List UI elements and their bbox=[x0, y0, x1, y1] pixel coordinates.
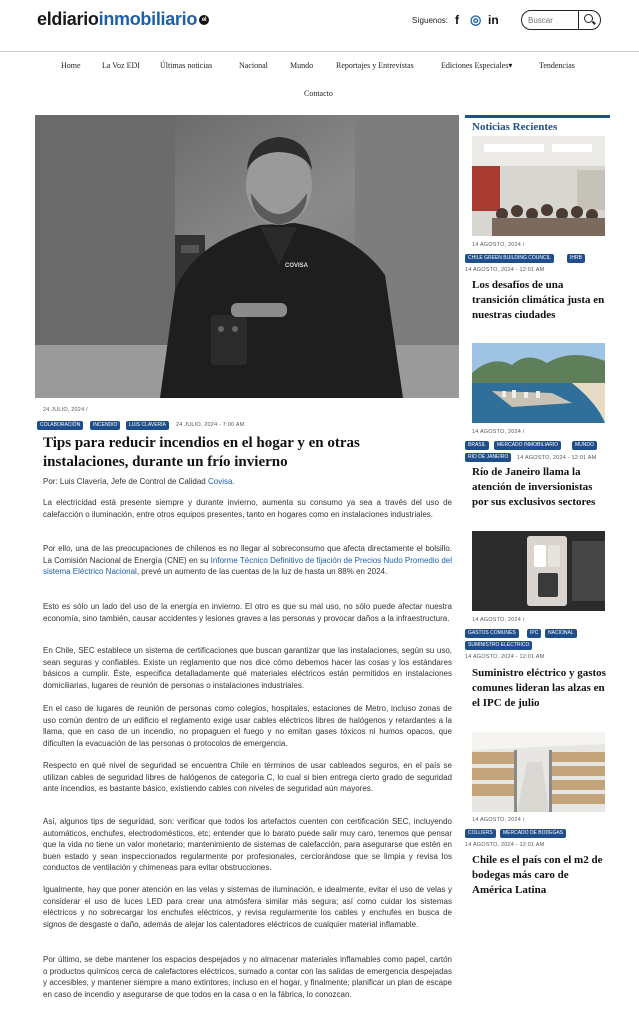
sidebar-item-2-tag-3[interactable]: MUNDO bbox=[572, 441, 597, 450]
sidebar-item-1-date: 14 AGOSTO, 2024 / bbox=[472, 242, 525, 248]
instagram-icon[interactable]: ◎ bbox=[470, 12, 482, 27]
article-paragraph-1: La electricidad está presente siempre y durante invierno, aumenta su consumo ya sea a través del uso de calefacción o iluminación, entre otros equipos presentes, tanto en hogares como en instalaciones industriales. bbox=[43, 498, 452, 519]
nav-nacional[interactable]: Nacional bbox=[239, 61, 268, 70]
cne-report-link[interactable]: Informe Técnico Definitivo de fijación de Precios Nudo Promedio del sistema Eléctrico Nacional bbox=[43, 555, 453, 577]
sidebar-item-3-tag-4[interactable]: SUMINISTRO ELÉCTRICO bbox=[465, 641, 532, 650]
sidebar-item-2-datetime: 14 AGOSTO, 2024 - 12:01 AM bbox=[517, 455, 597, 461]
nav-home[interactable]: Home bbox=[61, 61, 81, 70]
sidebar-item-3-title[interactable]: Suministro eléctrico y gastos comunes lideran las alzas en el IPC de julio bbox=[472, 667, 606, 709]
byline-company-link[interactable]: Covisa. bbox=[207, 477, 235, 486]
sidebar-item-3-datetime: 14 AGOSTO, 2024 - 12:01 AM bbox=[465, 654, 545, 660]
article-paragraph-8: Igualmente, hay que poner atención en las velas y sistemas de iluminación, e idealmente, evitar el uso de velas y considerar el uso de luces LED para crear una atmósfera similar más segura; así como cuidar los sistemas eléctricos y no sobrecargar los enchufes eléctricos, y revisa regularmente los cables y enchufes en busca de signos de desgaste o daño, además de alejar los calentadores eléctricos de cualquier material inflamable. bbox=[43, 885, 452, 929]
sidebar-item-3-tag-3[interactable]: NACIONAL bbox=[545, 629, 577, 638]
article-date: 24 JULIO, 2024 / bbox=[43, 407, 88, 413]
sidebar-heading-text: Noticias Recientes bbox=[472, 121, 558, 133]
nav-contacto[interactable]: Contacto bbox=[304, 89, 333, 98]
article-paragraph-6: Respecto en qué nivel de seguridad se encuentra Chile en términos de usar cableados seguros, en el país se utilizan cables de seguridad libres de halógenos de categoría C, lo cual si bien entrega cierto grado de seguridad ante incendios, es bastante básico, existiendo cables con niveles de seguridad aún mayores. bbox=[43, 761, 452, 794]
sidebar-item-2-date: 14 AGOSTO, 2024 / bbox=[472, 429, 525, 435]
paragraph-2-text-b: , prevé un aumento de las cuentas de la luz de hasta un 88% en 2024. bbox=[136, 567, 388, 577]
sidebar-item-3-tag-2[interactable]: IPC bbox=[527, 629, 541, 638]
sidebar-item-1-tag-1[interactable]: CHILE GREEN BUILDING COUNCIL bbox=[465, 254, 554, 263]
article-title: Tips para reducir incendios en el hogar y en otras instalaciones, durante un frío invierno bbox=[43, 435, 360, 470]
sidebar-item-2-tag-2[interactable]: MERCADO INMOBILIARIO bbox=[494, 441, 561, 450]
sidebar-item-4-photo bbox=[472, 732, 605, 812]
nav-tendencias[interactable]: Tendencias bbox=[539, 61, 575, 70]
sidebar-item-2-title[interactable]: Río de Janeiro llama la atención de inversionistas por sus exclusivos sectores bbox=[472, 466, 596, 508]
sidebar-item-3-thumbnail[interactable] bbox=[472, 531, 605, 611]
sidebar-item-2-photo bbox=[472, 343, 605, 423]
nav-ediciones-label: Ediciones Especiales bbox=[441, 61, 509, 70]
nav-la-voz-edi[interactable]: La Voz EDI bbox=[102, 61, 140, 70]
nav-ediciones-especiales[interactable] bbox=[441, 61, 512, 70]
sidebar-item-4-date: 14 AGOSTO, 2024 / bbox=[472, 817, 525, 823]
hero-photo-illustration bbox=[35, 115, 459, 398]
sidebar-item-3-photo bbox=[472, 531, 605, 611]
sidebar-heading bbox=[465, 115, 610, 133]
nav-reportajes[interactable]: Reportajes y Entrevistas bbox=[336, 61, 414, 70]
sidebar-item-1-thumbnail[interactable] bbox=[472, 136, 605, 236]
article-paragraph-2 bbox=[43, 543, 452, 578]
tag-colaboracion[interactable]: COLABORACIÓN bbox=[37, 421, 83, 430]
follow-label: Síguenos: bbox=[412, 16, 449, 25]
sidebar-item-4-datetime: 14 AGOSTO, 2024 - 12:01 AM bbox=[465, 842, 545, 848]
search-box bbox=[521, 10, 601, 30]
paragraph-2-text-a: Por ello, una de las preocupaciones de chilenos es no llegar al sobreconsumo que afecta directamente el bolsillo. La Comisión Nacional de Energía (CNE) en su bbox=[43, 544, 452, 565]
sidebar-item-4-tag-1[interactable]: COLLIERS bbox=[465, 829, 496, 838]
article-paragraph-4: En Chile, SEC establece un sistema de certificaciones que buscan garantizar que las instalaciones, según su uso, sean seguras y confiables. Existe un reglamento que nos dice cómo debemos hacer las cosas y los estándares básicos a cumplir. Éste, especifica detalladamente qué materiales eléctricos están permitidos en instalaciones domiciliarias, lugares de reunión de personas o instalaciones industriales. bbox=[43, 646, 452, 690]
site-header bbox=[0, 0, 639, 42]
sidebar-item-4-tag-2[interactable]: MERCADO DE BODEGAS bbox=[500, 829, 566, 838]
sidebar-item-4-thumbnail[interactable] bbox=[472, 732, 605, 812]
sidebar-item-1-tag-2[interactable]: IHRB bbox=[567, 254, 585, 263]
header-divider bbox=[0, 51, 639, 52]
article-datetime: 24 JULIO, 2024 - 7:00 AM bbox=[176, 422, 245, 428]
logo-text-accent: inmobiliario bbox=[98, 9, 198, 29]
article-paragraph-5: En el caso de lugares de reunión de personas como colegios, hospitales, estaciones de Metro, incluso zonas de uso común dentro de un edificio el reglamento exige usar cables eléctricos libres de halógenos y retardantes a la llama, que en caso de un incendio, no propaguen el fuego y no emitan gases tóxicos ni humos opacos, que dificulten la evacuación de las personas o protocolos de emergencia. bbox=[43, 704, 452, 748]
search-icon[interactable] bbox=[578, 11, 600, 29]
sidebar-item-1-datetime: 14 AGOSTO, 2024 - 12:01 AM bbox=[465, 267, 545, 273]
logo-text-main: eldiario bbox=[37, 9, 99, 29]
nav-mundo[interactable]: Mundo bbox=[290, 61, 314, 70]
sidebar-item-3-tag-1[interactable]: GASTOS COMUNES bbox=[465, 629, 519, 638]
search-input[interactable] bbox=[528, 14, 580, 27]
sidebar-item-2-tag-4[interactable]: RÍO DE JANEIRO bbox=[465, 453, 511, 462]
tag-luis-claveria[interactable]: LUIS CLAVERÍA bbox=[126, 421, 169, 430]
nav-ultimas-noticias[interactable]: Últimas noticias bbox=[160, 61, 213, 70]
article-paragraph-3: Esto es sólo un lado del uso de la energía en invierno. El otro es que su mal uso, no sólo puede afectar nuestra economía, sino también, causar accidentes y lesiones graves a las personas y provocar daños a la infraestructura. bbox=[43, 602, 452, 623]
article-paragraph-7: Así, algunos tips de seguridad, son: verificar que todos los artefactos cuenten con certificación SEC, incluyendo automáticos, enchufes, electrodomésticos, etc; entender que lo barato puede salir muy caro, tenemos que pensar que la vida no tiene un valor monetario; mantenimiento de sistemas de calefacción, para asegurarse que estén en buen estado y sean inspeccionados regularmente por profesionales, cerciorándose que se limpia y revisa los conductos de ventilación y chimeneas para evitar obstrucciones. bbox=[43, 817, 452, 873]
sidebar-item-3-date: 14 AGOSTO, 2024 / bbox=[472, 617, 525, 623]
sidebar-item-2-tag-1[interactable]: BRASIL bbox=[465, 441, 489, 450]
byline-author: Por: Luis Clavería, Jefe de Control de Calidad bbox=[43, 477, 208, 486]
sidebar-item-1-photo bbox=[472, 136, 605, 236]
sidebar-item-4-title[interactable]: Chile es el país con el m2 de bodegas más caro de América Latina bbox=[472, 854, 603, 896]
article-hero-image bbox=[35, 115, 459, 398]
linkedin-icon[interactable]: in bbox=[488, 13, 499, 27]
chevron-down-icon: ▾ bbox=[508, 61, 513, 70]
article-byline bbox=[43, 477, 235, 486]
facebook-icon[interactable]: f bbox=[455, 13, 459, 27]
sidebar-item-2-thumbnail[interactable] bbox=[472, 343, 605, 423]
article-paragraph-9: Por último, se debe mantener los espacios despejados y no almacenar materiales inflamables como papel, cartón o productos químicos cerca de calefactores eléctricos, sumado a contar con las salidas de emergencia despejadas y accesibles, y mantener siempre a mano extintores, incluso en el hogar, y finalmente; planificar un plan de escape en caso de incendio y asegurarse de que todos en la casa o en la fábrica, lo conozcan. bbox=[43, 955, 452, 999]
tag-incendio[interactable]: INCENDIO bbox=[90, 421, 120, 430]
jacket-logo: COVISA bbox=[285, 263, 309, 269]
sidebar-item-1-title[interactable]: Los desafíos de una transición climática justa en nuestras ciudades bbox=[472, 279, 605, 321]
logo-badge-icon: el bbox=[199, 15, 209, 25]
site-logo[interactable] bbox=[37, 9, 209, 30]
